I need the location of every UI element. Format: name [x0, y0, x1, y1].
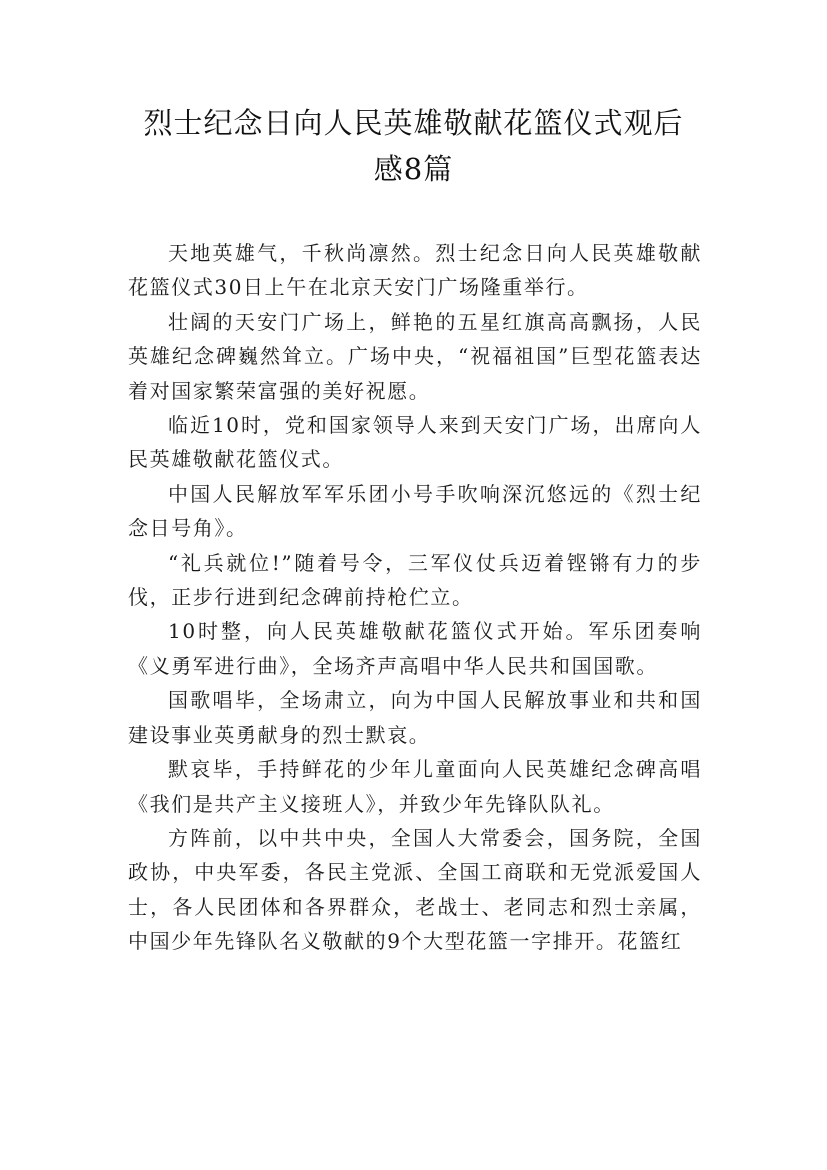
document-body — [128, 236, 702, 959]
paragraph: 方阵前，以中共中央，全国人大常委会，国务院，全国政协，中央军委，各民主党派、全国工商联和无党派爱国人士，各人民团体和各界群众，老战士、老同志和烈士亲属，中国少年先锋队名义敬献的9个大型花篮一字排开。花篮红 — [128, 825, 702, 954]
paragraph: 默哀毕，手持鲜花的少年儿童面向人民英雄纪念碑高唱《我们是共产主义接班人》，并致少年先锋队队礼。 — [128, 757, 702, 816]
paragraph: 临近10时，党和国家领导人来到天安门广场，出席向人民英雄敬献花篮仪式。 — [128, 413, 702, 472]
paragraph: 壮阔的天安门广场上，鲜艳的五星红旗高高飘扬，人民英雄纪念碑巍然耸立。广场中央，“祝福祖国”巨型花篮表达着对国家繁荣富强的美好祝愿。 — [128, 309, 702, 403]
paragraph: 中国人民解放军军乐团小号手吹响深沉悠远的《烈士纪念日号角》。 — [128, 481, 702, 541]
title-line-2: 感8篇 — [373, 152, 454, 186]
paragraph: 10时整，向人民英雄敬献花篮仪式开始。军乐团奏响《义勇军进行曲》，全场齐声高唱中华人民共和国国歌。 — [128, 619, 702, 678]
paragraph: “礼兵就位!”随着号令，三军仪仗兵迈着铿锵有力的步伐，正步行进到纪念碑前持枪伫立。 — [128, 550, 702, 610]
paragraph: 天地英雄气，千秋尚凛然。烈士纪念日向人民英雄敬献花篮仪式30日上午在北京天安门广场隆重举行。 — [128, 241, 702, 300]
document-title — [100, 100, 727, 192]
title-line-1: 烈士纪念日向人民英雄敬献花篮仪式观后 — [143, 106, 684, 140]
paragraph: 国歌唱毕，全场肃立，向为中国人民解放事业和共和国建设事业英勇献身的烈士默哀。 — [128, 688, 702, 747]
